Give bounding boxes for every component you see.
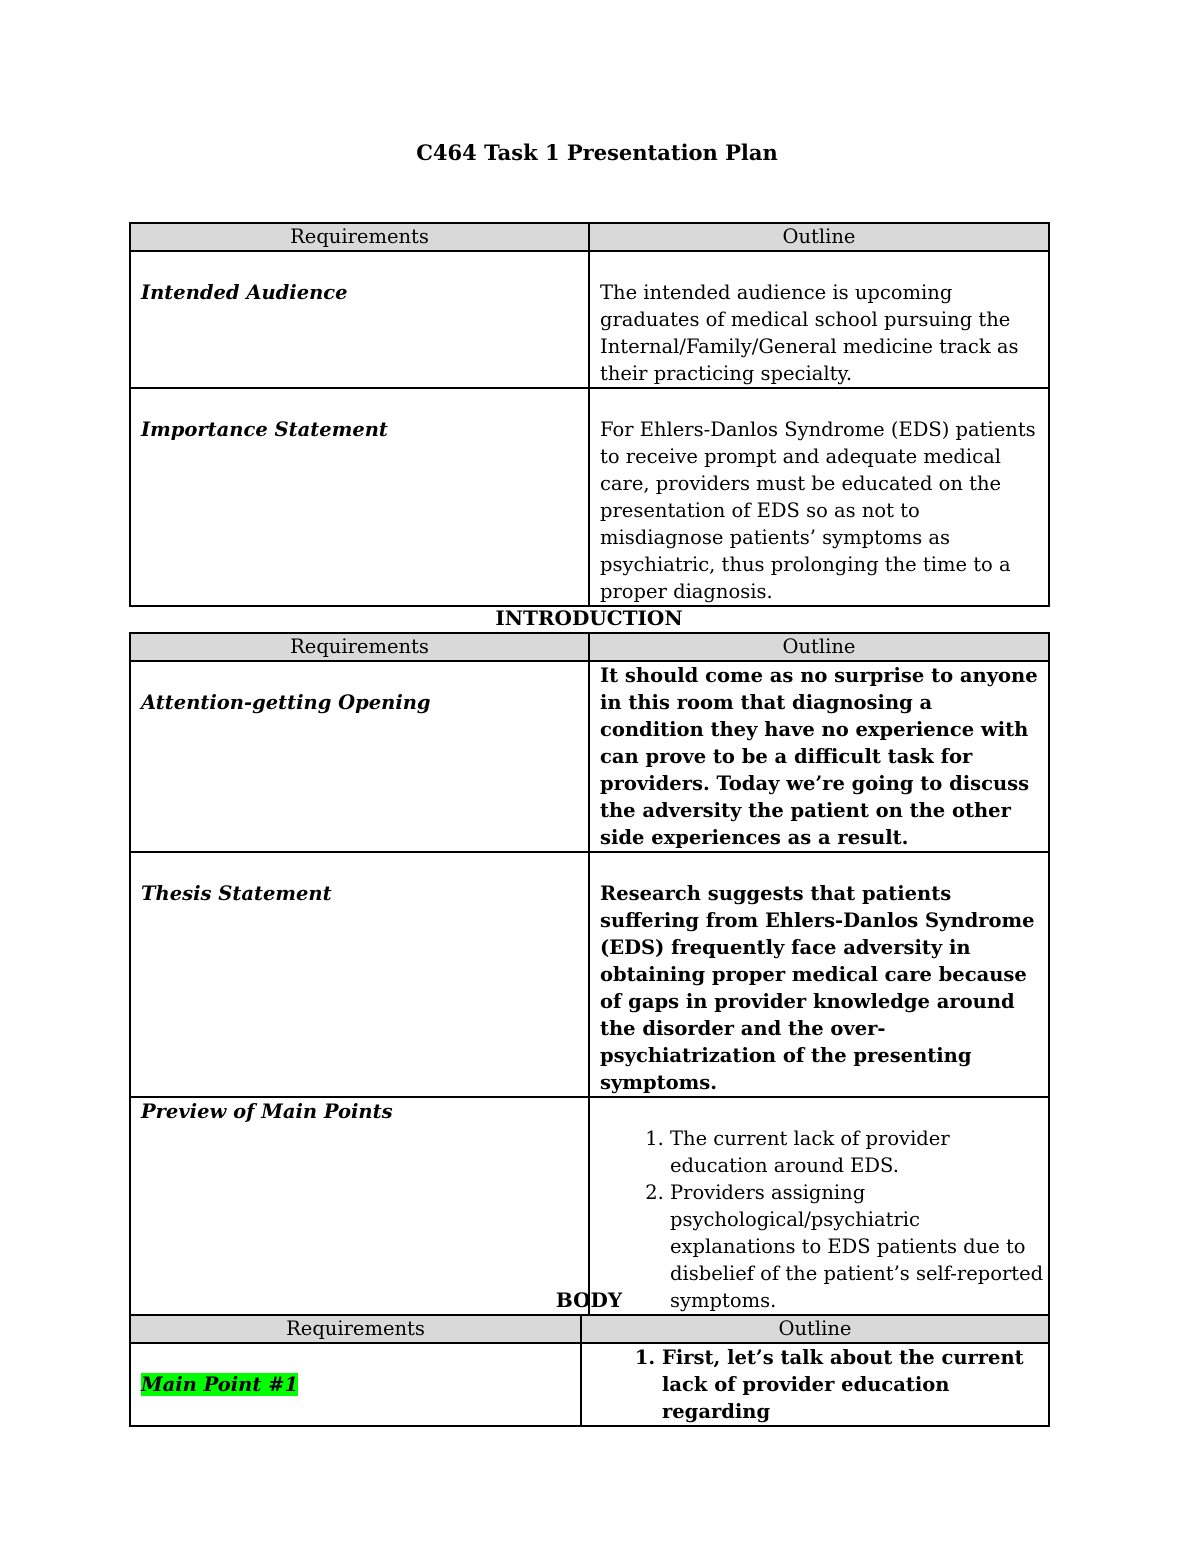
table-row: [130, 251, 1049, 388]
header-outline: Outline: [589, 223, 1049, 251]
outline-cell: It should come as no surprise to anyone in this room that diagnosing a condition they have no experience with can prove to be a difficult task for providers. Today we’re going to discuss the adversity the patient on the other side experiences as a result.: [589, 661, 1049, 852]
preview-points-list: [600, 1125, 1044, 1314]
requirement-cell: Intended Audience: [130, 251, 589, 388]
header-requirements: Requirements: [130, 633, 589, 661]
header-requirements: Requirements: [130, 1315, 581, 1343]
audience-table: [129, 222, 1050, 607]
page-title: C464 Task 1 Presentation Plan: [416, 140, 778, 165]
requirement-cell: Attention-getting Opening: [130, 661, 589, 852]
header-outline: Outline: [581, 1315, 1049, 1343]
requirement-cell: Preview of Main Points: [130, 1097, 589, 1315]
introduction-heading: INTRODUCTION: [495, 606, 683, 630]
body-table: [129, 1314, 1050, 1427]
main-point-list: [592, 1344, 1038, 1425]
body-heading: BODY: [555, 1288, 623, 1312]
outline-cell: The intended audience is upcoming graduates of medical school pursuing the Internal/Family/General medicine track as their practicing specialty.: [589, 251, 1049, 388]
requirement-cell: Importance Statement: [130, 388, 589, 606]
introduction-table: [129, 632, 1050, 1316]
table-row: [130, 852, 1049, 1097]
table-row: [130, 388, 1049, 606]
table-row: [130, 1343, 1049, 1426]
requirement-cell: Thesis Statement: [130, 852, 589, 1097]
outline-cell: For Ehlers-Danlos Syndrome (EDS) patients to receive prompt and adequate medical care, providers must be educated on the presentation of EDS so as not to misdiagnose patients’ symptoms as psychiatric, thus prolonging the time to a proper diagnosis.: [589, 388, 1049, 606]
list-item: 2. Providers assigning psychological/psychiatric explanations to EDS patients due to disbelief of the patient’s self-reported symptoms.: [670, 1179, 1044, 1314]
outline-cell: Research suggests that patients suffering from Ehlers-Danlos Syndrome (EDS) frequently face adversity in obtaining proper medical care because of gaps in provider knowledge around the disorder and the over-psychiatrization of the presenting symptoms.: [589, 852, 1049, 1097]
list-item: 1. First, let’s talk about the current lack of provider education regarding: [662, 1344, 1038, 1425]
table-row: [130, 1097, 1049, 1315]
outline-cell: [581, 1343, 1049, 1426]
table-row: [130, 661, 1049, 852]
highlighted-requirement: Main Point #1: [141, 1373, 299, 1396]
outline-cell: [589, 1097, 1049, 1315]
list-item: 1. The current lack of provider education around EDS.: [670, 1125, 1044, 1179]
header-outline: Outline: [589, 633, 1049, 661]
requirement-cell: [130, 1343, 581, 1426]
header-requirements: Requirements: [130, 223, 589, 251]
